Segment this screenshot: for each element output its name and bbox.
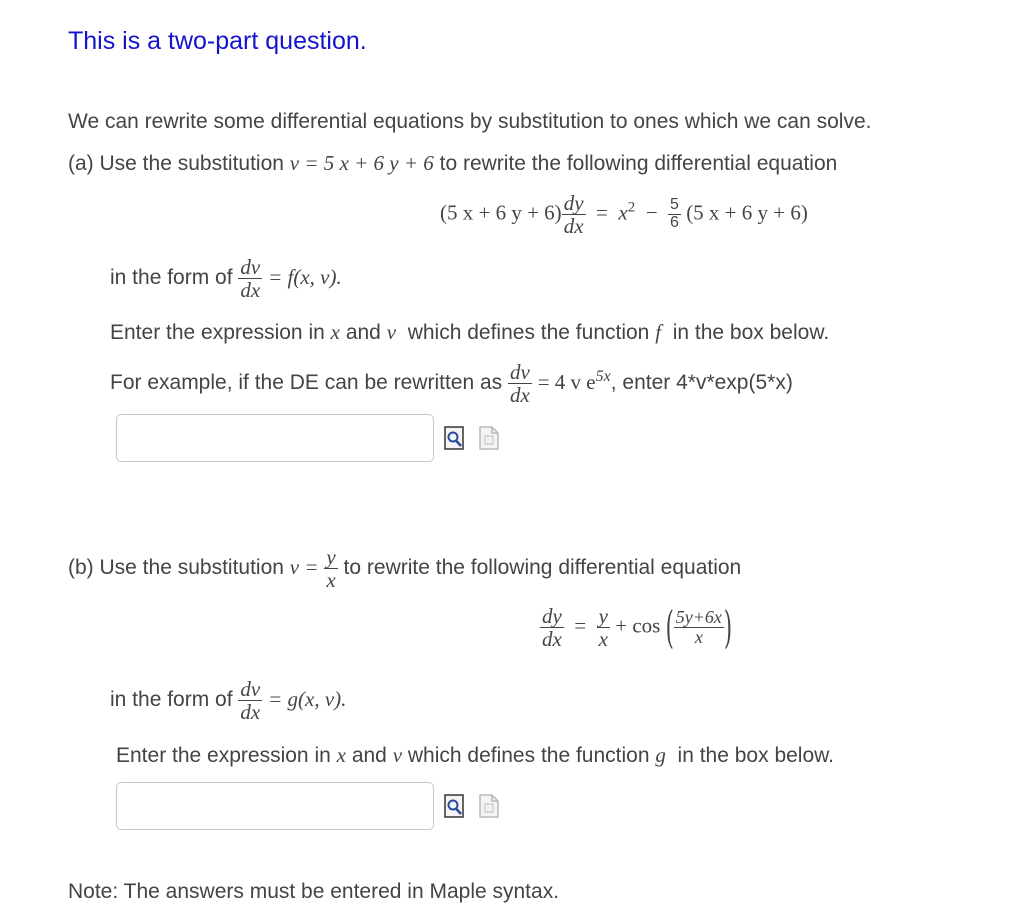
part-b-lead: (b) Use the substitution v = $\frac{y}{x}$ to rewrite the following differential equation bbox=[68, 545, 742, 593]
question-title: This is a two-part question. bbox=[68, 27, 367, 55]
part-b-enter-text: Enter the expression in x and v which defines the function g in the box below. bbox=[116, 743, 834, 767]
part-b-form: in the form of $\frac{dv}{dx}$ = g(x, v). bbox=[110, 677, 347, 725]
intro-text: We can rewrite some differential equations by substitution to ones which we can solve. bbox=[68, 110, 872, 133]
part-a-form: in the form of $\frac{dv}{dx}$ = f(x, v). bbox=[110, 255, 342, 303]
preview-icon[interactable] bbox=[444, 426, 466, 450]
help-icon[interactable] bbox=[478, 794, 500, 818]
part-a-answer-input[interactable] bbox=[116, 414, 434, 462]
preview-icon[interactable] bbox=[444, 794, 466, 818]
part-b-answer-input[interactable] bbox=[116, 782, 434, 830]
part-a-lead: (a) Use the substitution v = 5 x + 6 y + 6 to rewrite the following differential equation bbox=[68, 151, 838, 175]
maple-syntax-note: Note: The answers must be entered in Maple syntax. bbox=[68, 880, 560, 903]
part-b-equation: $\frac{dy}{dx}$ = $\frac{y}{x}$ + cos ( $\frac{5y+6x}{x}$ ) bbox=[542, 602, 733, 653]
part-a-equation: (5 x + 6 y + 6) $\frac{dy}{dx}$ = $x^2$ − $\frac{5}{6}$ (5 x + 6 y + 6) bbox=[440, 191, 808, 239]
part-a-substitution: v = 5 x + 6 y + 6 bbox=[289, 151, 434, 175]
part-a-enter-text: Enter the expression in x and v which defines the function f in the box below. bbox=[110, 320, 830, 344]
help-icon[interactable] bbox=[478, 426, 500, 450]
part-a-example: For example, if the DE can be rewritten as $\frac{dv}{dx}$ = 4 v $e^{5x}$, enter 4*v*exp(5*x) bbox=[110, 360, 793, 408]
